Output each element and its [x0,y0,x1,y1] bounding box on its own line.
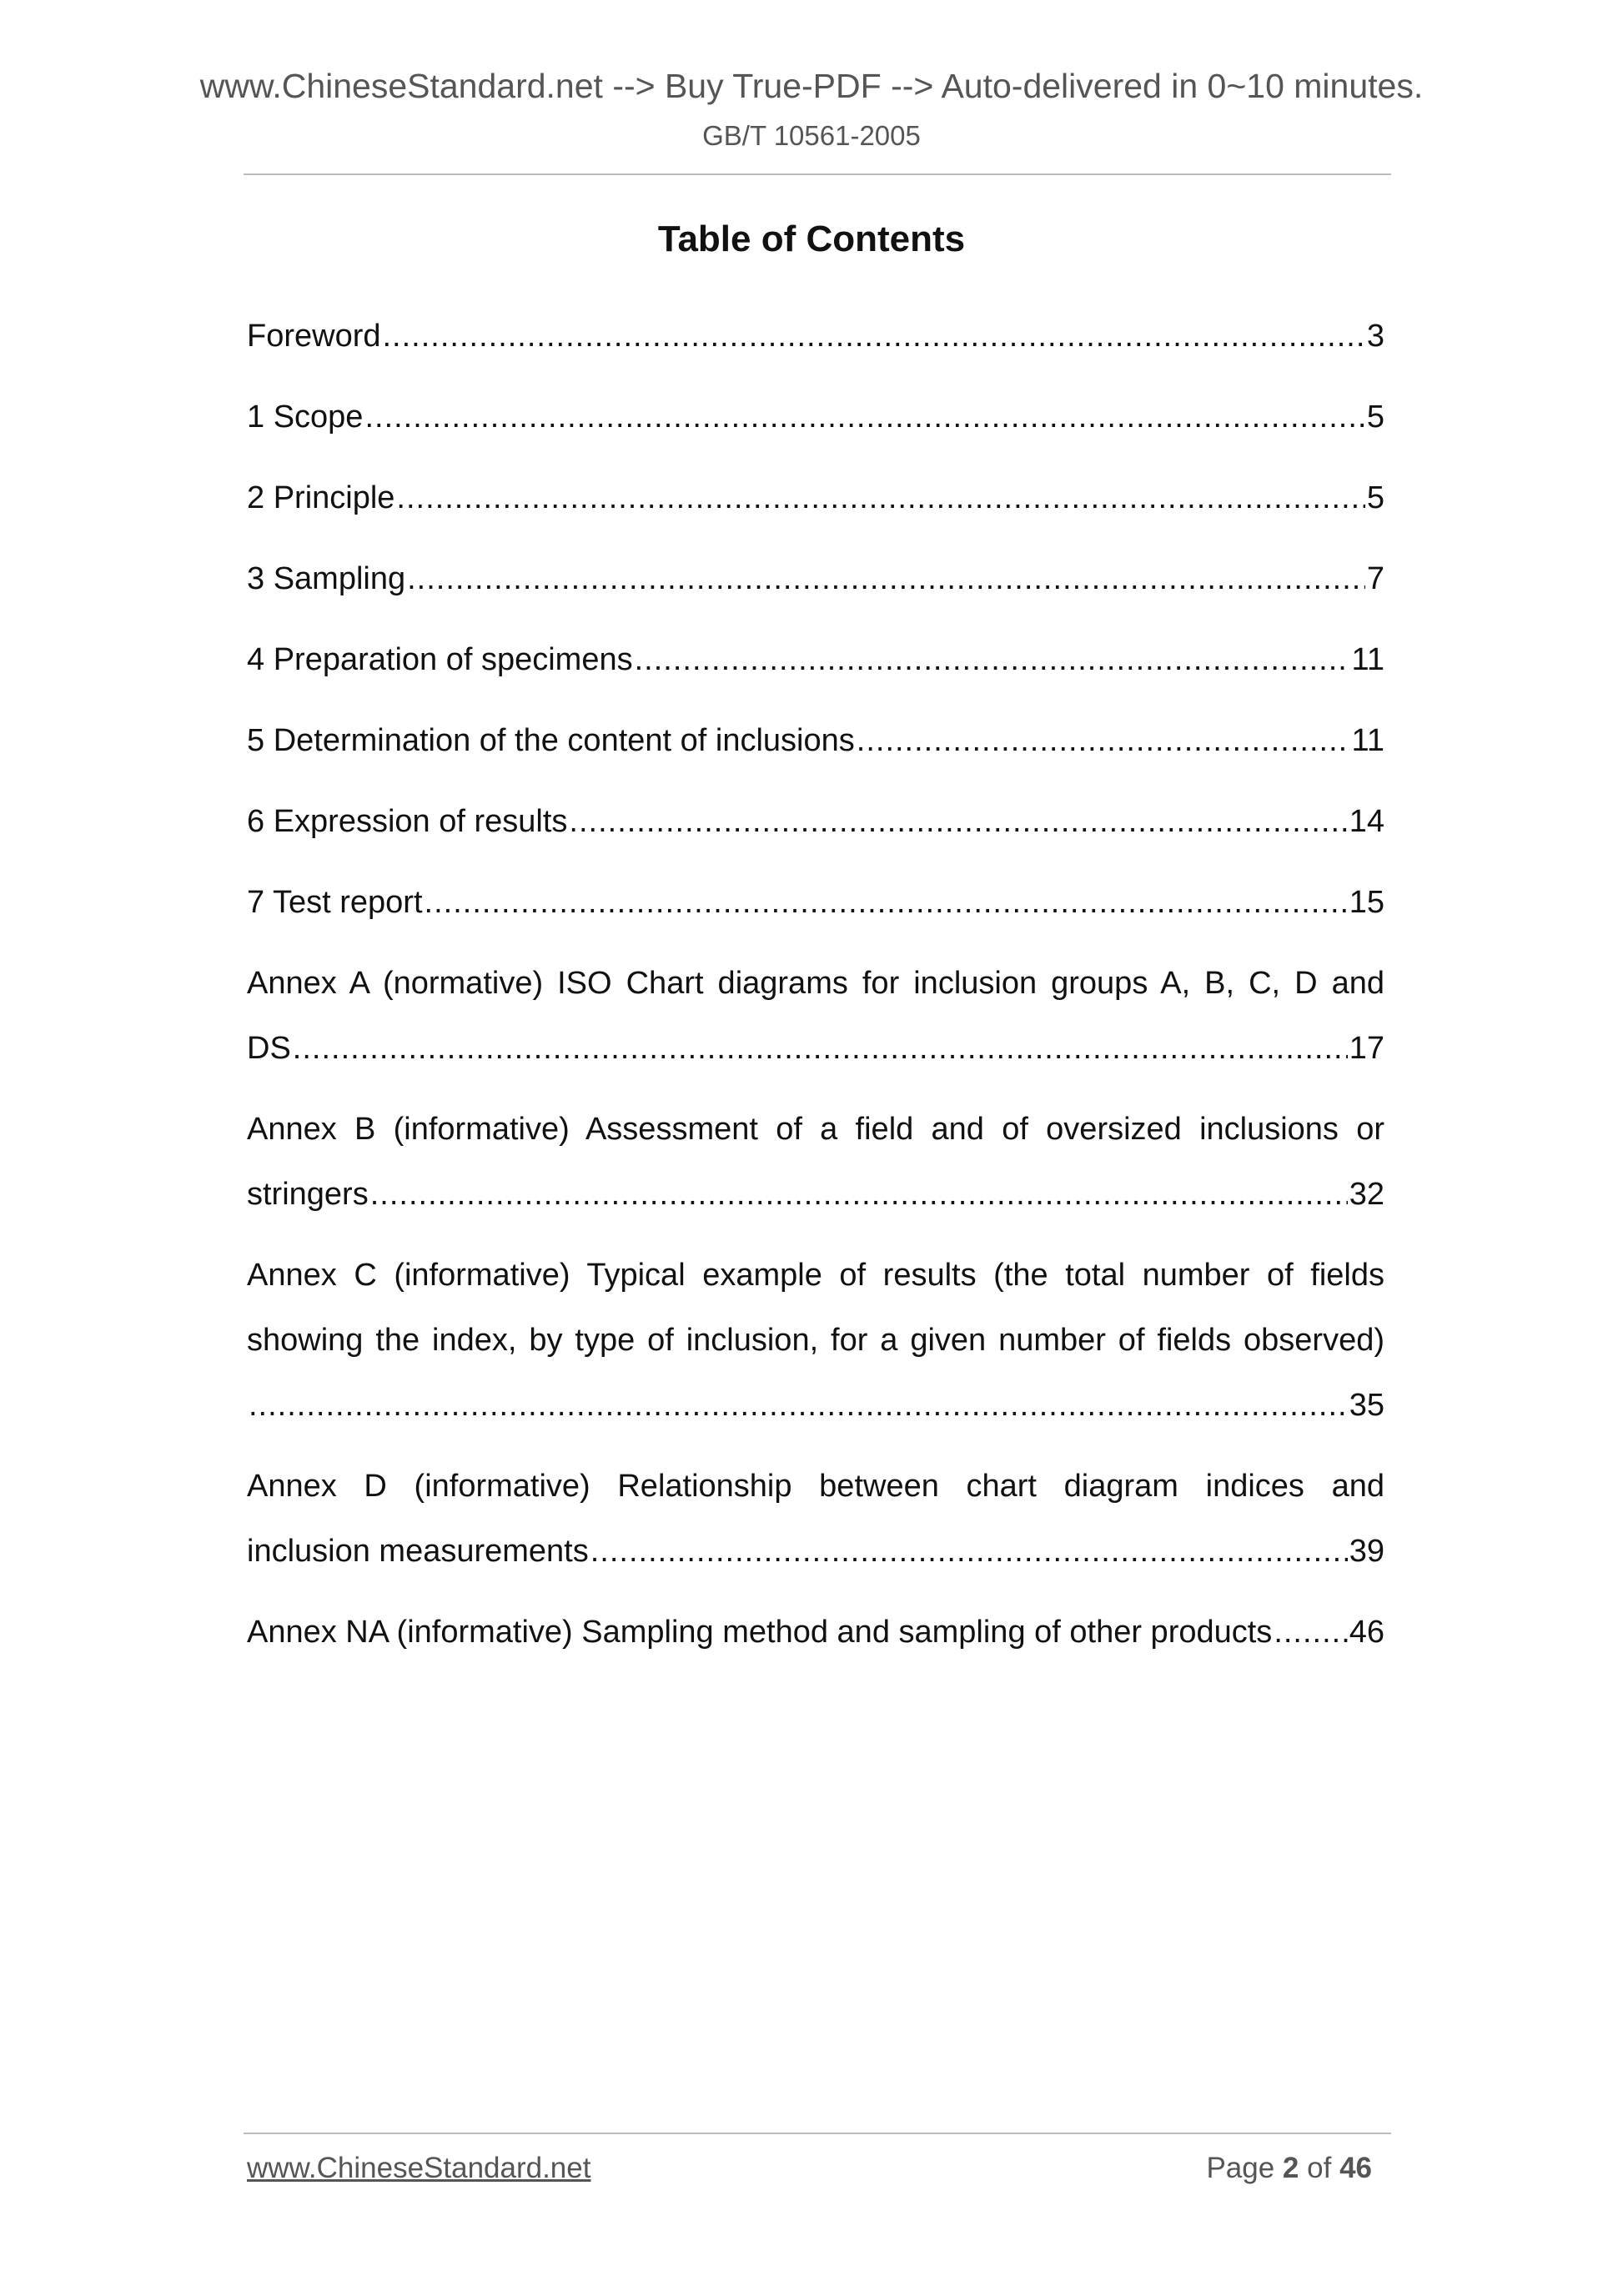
toc-label: stringers [247,1177,369,1212]
header-banner: www.ChineseStandard.net --> Buy True-PDF --> Auto-delivered in 0~10 minutes. [199,67,1424,105]
table-of-contents [247,304,1384,1681]
dot-leader [249,1373,1348,1438]
current-page: 2 [1282,2152,1299,2184]
page-prefix: Page [1206,2152,1275,2184]
toc-label: DS [247,1031,291,1066]
toc-entry-sampling[interactable] [247,546,1384,611]
toc-entry-scope[interactable] [247,384,1384,450]
dot-leader [396,465,1364,530]
toc-entry-annex-na[interactable] [247,1600,1384,1665]
toc-page-number: 7 [1366,561,1384,596]
toc-page-number: 5 [1366,399,1384,435]
page-of: of [1307,2152,1332,2184]
dot-leader [293,1016,1348,1081]
toc-label-line: Annex A (normative) ISO Chart diagrams for inclusion groups A, B, C, D and [247,966,1384,1001]
page-indicator [1206,2152,1372,2185]
toc-entry-annex-a[interactable] [247,951,1384,1081]
toc-label-line: Annex B (informative) Assessment of a field and of oversized inclusions or [247,1112,1384,1147]
toc-page-number: 17 [1349,1031,1384,1066]
toc-label: 6 Expression of results [247,804,568,839]
toc-page-number: 15 [1349,885,1384,920]
toc-entry-principle[interactable] [247,465,1384,530]
toc-page-number: 11 [1351,723,1384,758]
footer-site-link[interactable]: www.ChineseStandard.net [247,2152,591,2184]
toc-label: Annex NA (informative) Sampling method and sampling of other products [247,1615,1273,1650]
toc-label-line: Annex C (informative) Typical example of results (the total number of fields [247,1258,1384,1293]
toc-label: 3 Sampling [247,561,406,596]
toc-entry-annex-b[interactable] [247,1097,1384,1227]
toc-entry-foreword[interactable] [247,304,1384,369]
dot-leader [364,384,1364,450]
toc-entry-annex-d[interactable] [247,1454,1384,1584]
dot-leader [370,1162,1348,1227]
toc-label: 1 Scope [247,399,364,435]
toc-label-line: Annex D (informative) Relationship between chart diagram indices and [247,1469,1384,1504]
toc-label: 7 Test report [247,885,423,920]
dot-leader [1274,1600,1347,1665]
dot-leader [857,708,1350,773]
dot-leader [590,1519,1348,1584]
toc-entry-annex-c[interactable] [247,1243,1384,1438]
toc-page-number: 39 [1349,1534,1384,1569]
toc-entry-determination[interactable] [247,708,1384,773]
total-pages: 46 [1339,2152,1372,2184]
dot-leader [407,546,1365,611]
toc-page-number: 11 [1351,642,1384,677]
page-title: Table of Contents [657,219,966,259]
standard-code: GB/T 10561-2005 [702,120,921,151]
toc-page-number: 14 [1349,804,1384,839]
toc-page-number: 35 [1349,1388,1384,1423]
toc-label: 2 Principle [247,480,395,515]
toc-label: 5 Determination of the content of inclusions [247,723,855,758]
dot-leader [383,304,1365,369]
toc-page-number: 32 [1349,1177,1384,1212]
toc-label: inclusion measurements [247,1534,589,1569]
toc-entry-preparation[interactable] [247,627,1384,692]
toc-entry-expression[interactable] [247,789,1384,854]
toc-page-number: 46 [1349,1615,1384,1650]
toc-page-number: 5 [1366,480,1384,515]
dot-leader [569,789,1347,854]
toc-label: Foreword [247,319,381,354]
dot-leader [635,627,1350,692]
dot-leader [425,870,1348,935]
toc-label: 4 Preparation of specimens [247,642,633,677]
header-divider [244,173,1391,175]
footer-divider [244,2133,1391,2134]
toc-entry-test-report[interactable] [247,870,1384,935]
toc-page-number: 3 [1366,319,1384,354]
toc-label-line: showing the index, by type of inclusion, for a given number of fields observed) [247,1323,1384,1358]
